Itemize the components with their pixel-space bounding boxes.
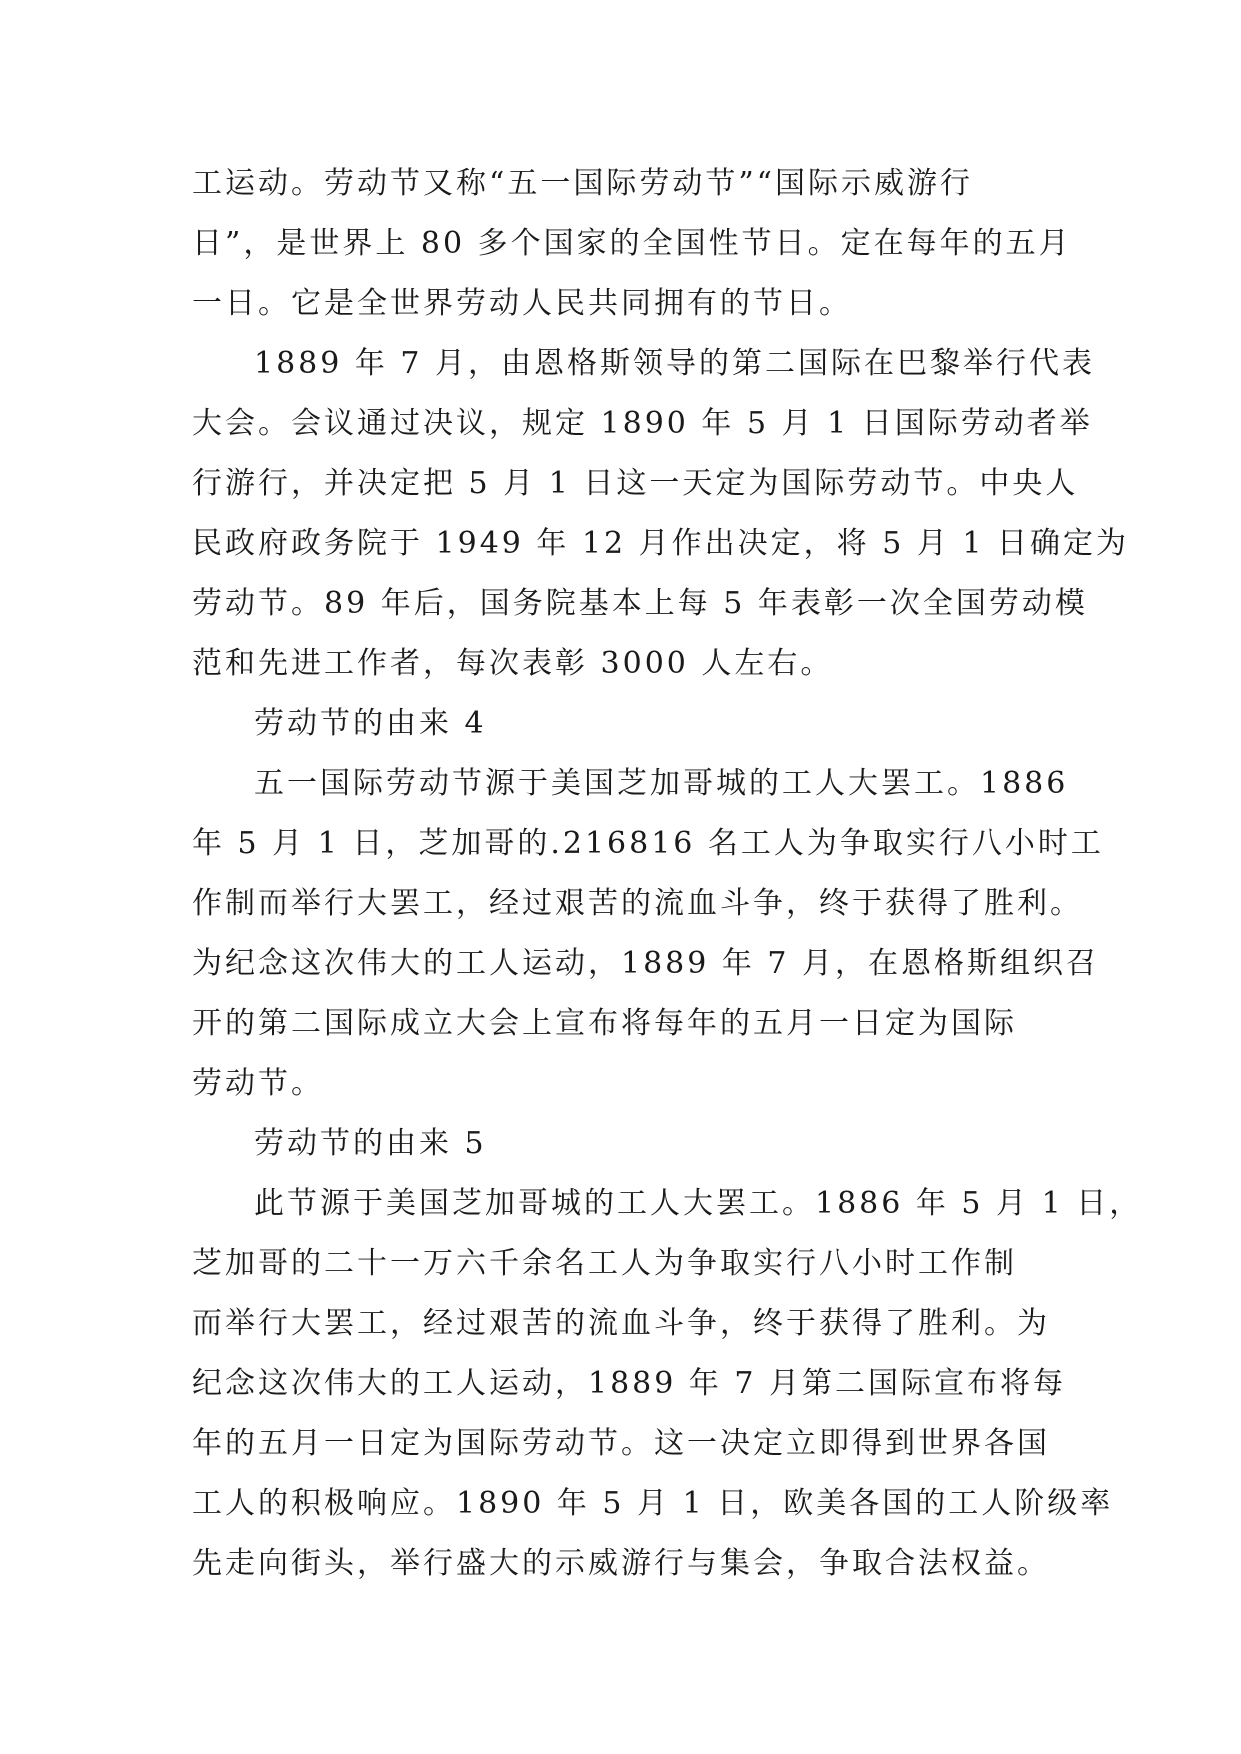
text-line: 纪念这次伟大的工人运动，1889 年 7 月第二国际宣布将每 (192, 1366, 1067, 1401)
text-line: 范和先进工作者，每次表彰 3000 人左右。 (192, 646, 834, 681)
paragraph-first-line: 此节源于美国芝加哥城的工人大罢工。1886 年 5 月 1 日， (254, 1186, 1143, 1221)
document-body (192, 154, 1143, 1594)
text-line: 行游行，并决定把 5 月 1 日这一天定为国际劳动节。中央人 (192, 466, 1079, 501)
text-line: 工人的积极响应。1890 年 5 月 1 日，欧美各国的工人阶级率 (192, 1486, 1114, 1521)
paragraph-first-line: 1889 年 7 月，由恩格斯领导的第二国际在巴黎举行代表 (254, 346, 1096, 381)
text-line: 先走向街头，举行盛大的示威游行与集会，争取合法权益。 (192, 1546, 1050, 1581)
text-line: 年的五月一日定为国际劳动节。这一决定立即得到世界各国 (192, 1426, 1050, 1461)
text-line: 作制而举行大罢工，经过艰苦的流血斗争，终于获得了胜利。 (192, 886, 1083, 921)
section-heading: 劳动节的由来 5 (254, 1126, 487, 1161)
text-line: 劳动节。 (192, 1066, 324, 1101)
text-line: 开的第二国际成立大会上宣布将每年的五月一日定为国际 (192, 1006, 1017, 1041)
text-line: 劳动节。89 年后，国务院基本上每 5 年表彰一次全国劳动模 (192, 586, 1088, 621)
text-line: 日”，是世界上 80 多个国家的全国性节日。定在每年的五月 (192, 226, 1072, 261)
text-line: 为纪念这次伟大的工人运动，1889 年 7 月，在恩格斯组织召 (192, 946, 1100, 981)
text-line: 年 5 月 1 日，芝加哥的.216816 名工人为争取实行八小时工 (192, 826, 1104, 861)
paragraph-first-line: 五一国际劳动节源于美国芝加哥城的工人大罢工。1886 (254, 766, 1069, 801)
section-heading: 劳动节的由来 4 (254, 706, 487, 741)
text-line: 工运动。劳动节又称“五一国际劳动节”“国际示威游行 (192, 166, 974, 201)
text-line: 大会。会议通过决议，规定 1890 年 5 月 1 日国际劳动者举 (192, 406, 1093, 441)
text-line: 而举行大罢工，经过艰苦的流血斗争，终于获得了胜利。为 (192, 1306, 1050, 1341)
text-line: 一日。它是全世界劳动人民共同拥有的节日。 (192, 286, 852, 321)
text-line: 芝加哥的二十一万六千余名工人为争取实行八小时工作制 (192, 1246, 1017, 1281)
text-line: 民政府政务院于 1949 年 12 月作出决定，将 5 月 1 日确定为 (192, 526, 1129, 561)
